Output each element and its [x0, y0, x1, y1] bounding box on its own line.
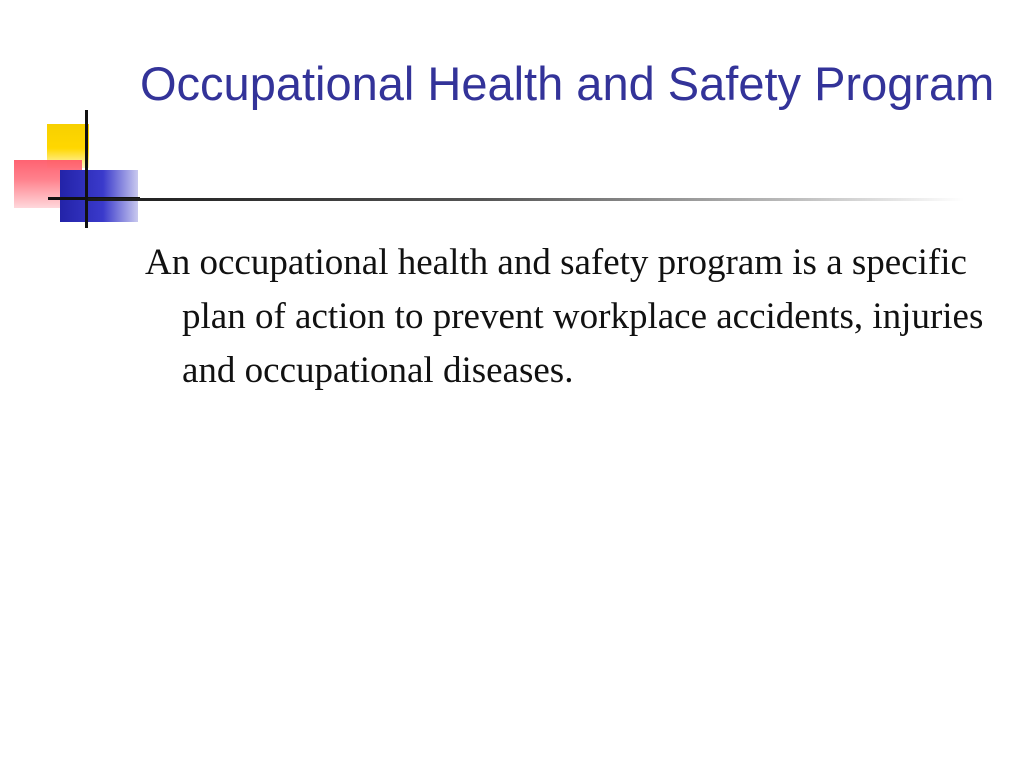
- slide-title: Occupational Health and Safety Program: [140, 57, 995, 110]
- vertical-bar-icon: [85, 110, 88, 228]
- decorative-logo-icon: [0, 0, 140, 240]
- blue-square-icon: [60, 170, 138, 222]
- title-divider: [88, 198, 964, 201]
- body-paragraph: An occupational health and safety program is a specific plan of action to prevent workplace accidents, injuries and occupational diseases.: [145, 242, 984, 391]
